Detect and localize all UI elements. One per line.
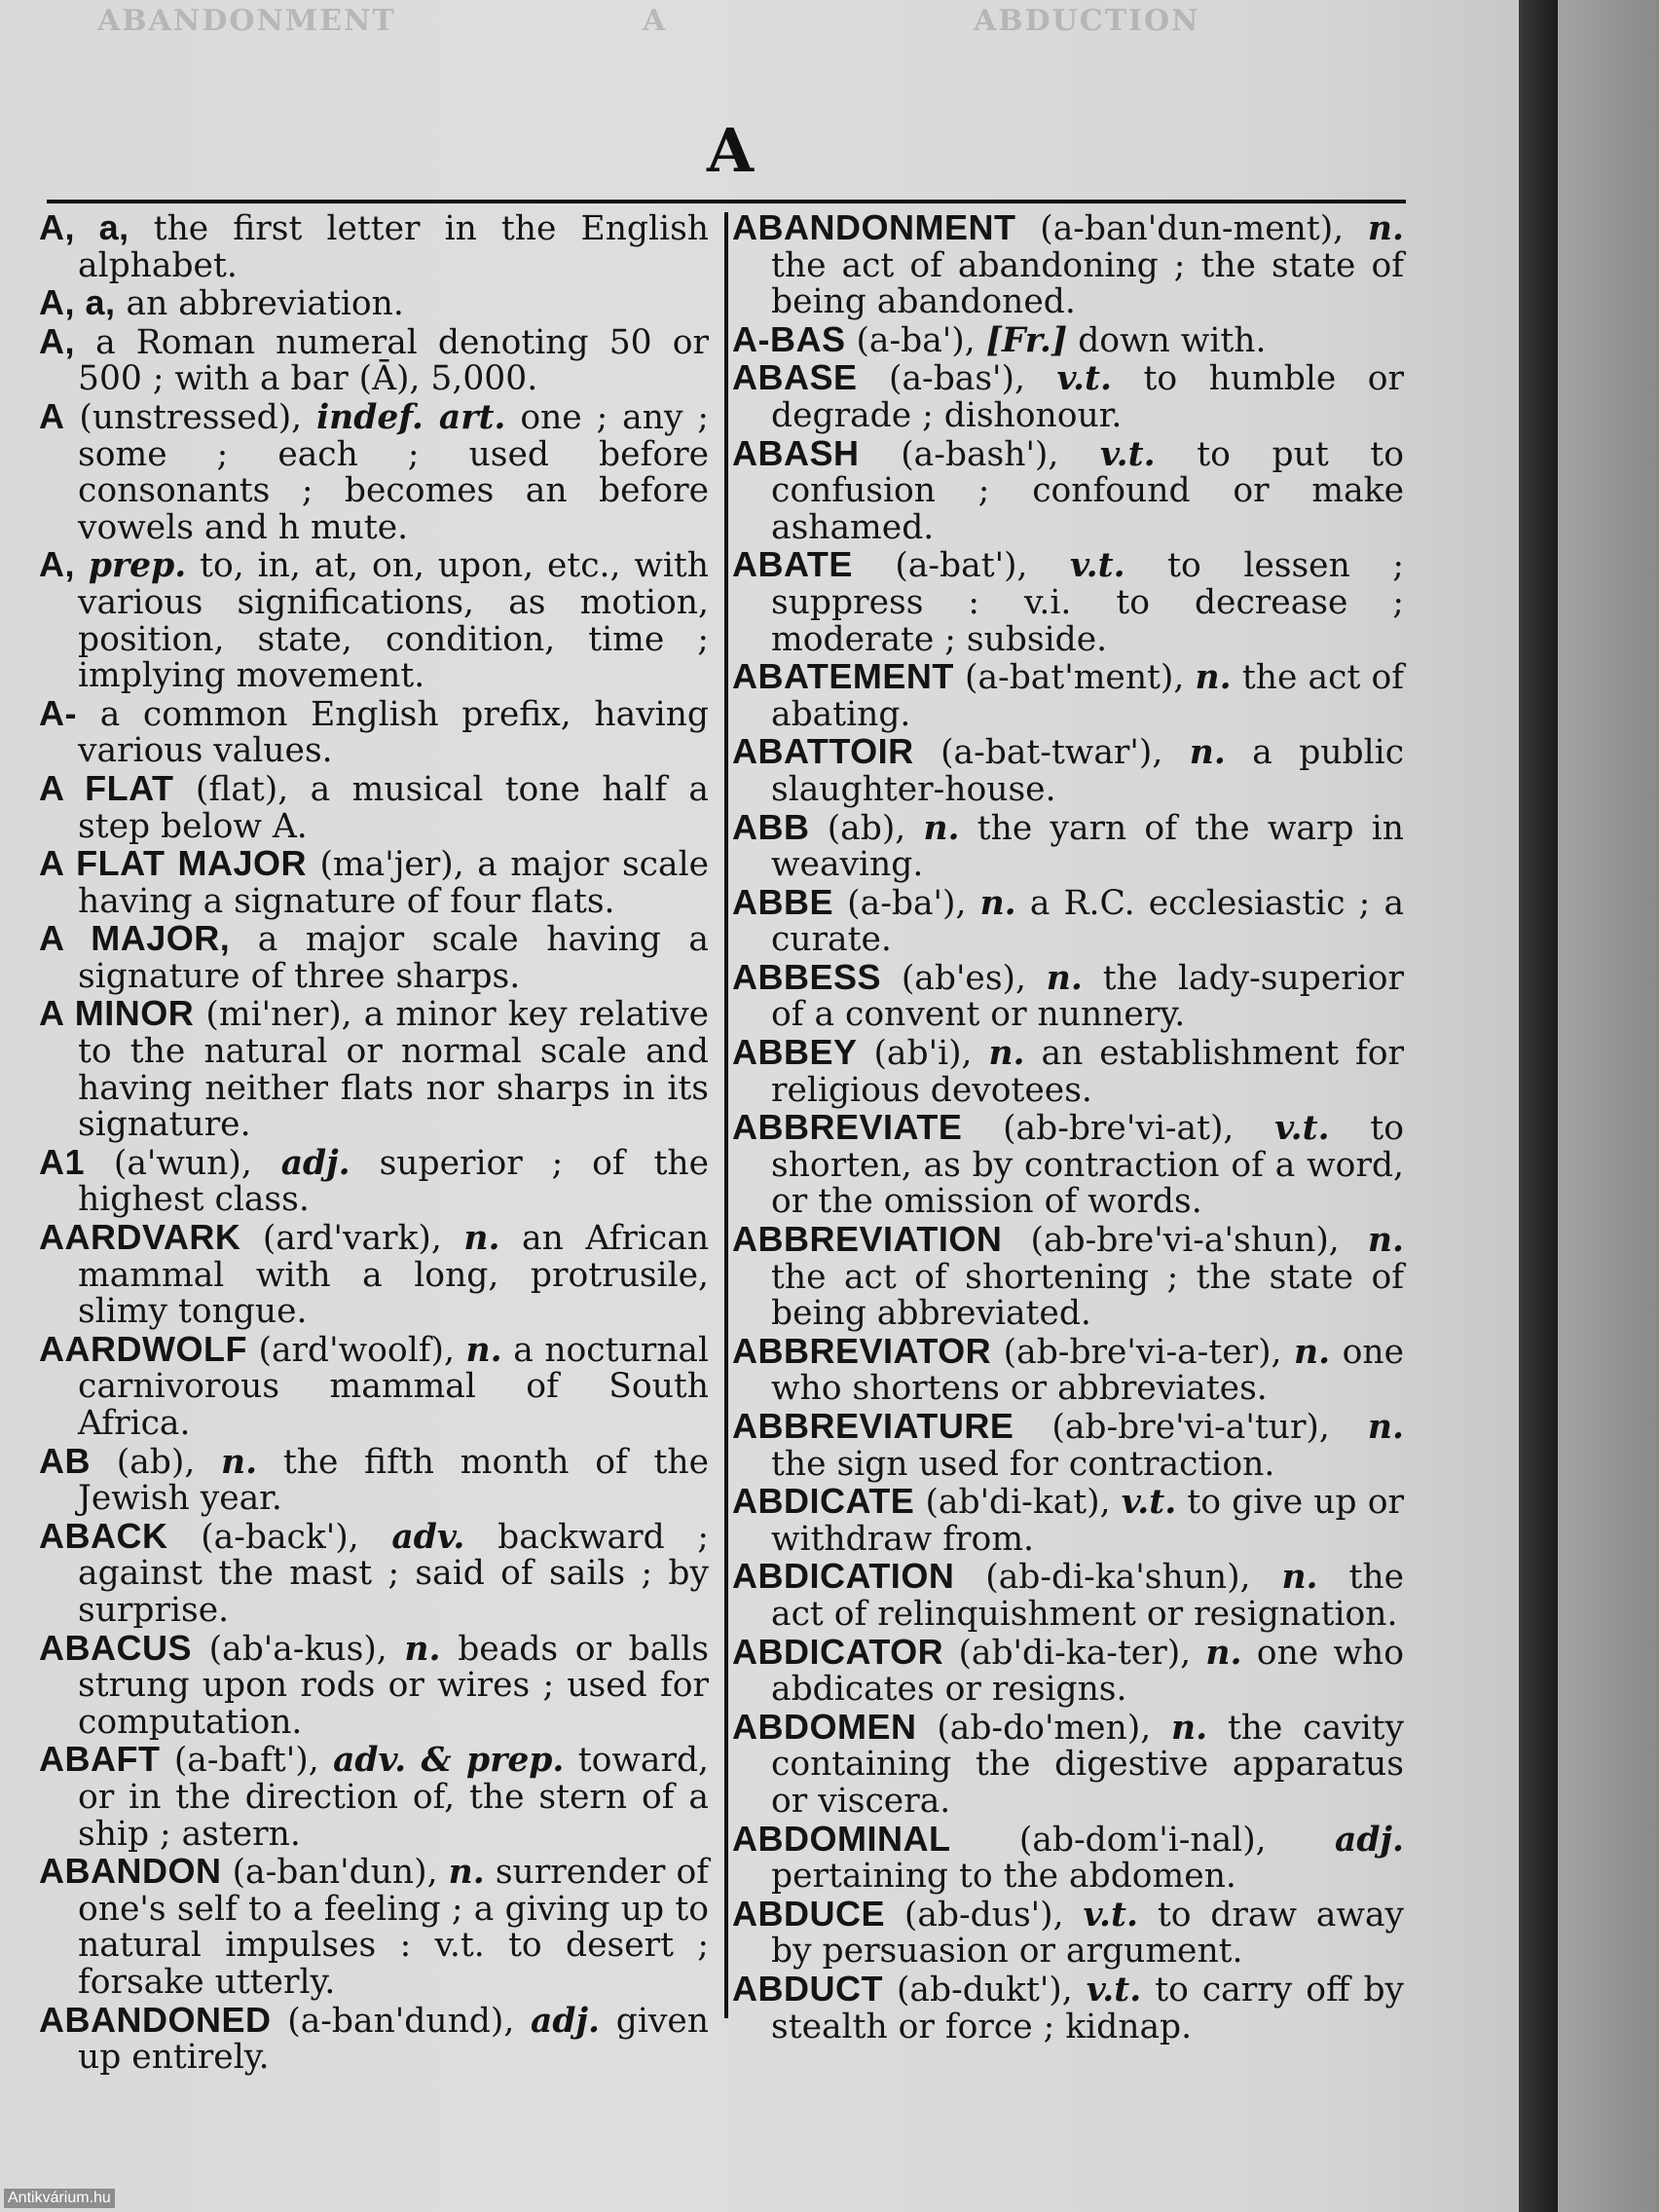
definition: a Roman numeral denoting 50 or 500 ; with a bar (Ā), 5,000. <box>78 322 709 399</box>
grammar-label: n. <box>1205 1633 1242 1673</box>
definition: to lessen ; suppress : v.i. to decrease ; moderate ; subside. <box>771 546 1404 659</box>
headword: ABB <box>732 806 810 847</box>
dictionary-entry <box>39 1328 710 1443</box>
definition: to give up or withdraw from. <box>771 1483 1404 1559</box>
pronunciation: (a-back'), <box>201 1517 359 1557</box>
grammar-label: n. <box>465 1330 502 1370</box>
definition: the act of relinquishment or resignation. <box>771 1558 1404 1634</box>
grammar-label: n. <box>1046 958 1083 998</box>
dictionary-entry <box>39 320 709 399</box>
definition: a common English prefix, having various values. <box>78 694 709 771</box>
dictionary-entry <box>39 1515 709 1630</box>
headword: ABAFT <box>39 1739 161 1780</box>
headword: ABDOMINAL <box>732 1818 951 1859</box>
pronunciation: (ab-bre'vi-a'tur), <box>1051 1408 1330 1447</box>
grammar-label: v.t. <box>1100 434 1156 474</box>
dictionary-entry <box>732 1034 1404 1109</box>
definition: the act of abating. <box>771 658 1405 734</box>
grammar-label: n. <box>1189 733 1226 773</box>
pronunciation: (ab'di-ka-ter), <box>958 1633 1192 1673</box>
dictionary-entry <box>732 733 1404 808</box>
dictionary-entry <box>39 1741 709 1853</box>
headword: ABBEY <box>732 1032 858 1073</box>
headword: A FLAT <box>39 767 174 808</box>
dictionary-entry <box>732 1968 1405 2046</box>
grammar-label: v.t. <box>1121 1483 1177 1523</box>
definition: to humble or degrade ; dishonour. <box>771 359 1405 435</box>
headword: ABASH <box>732 432 860 473</box>
headword: AB <box>39 1440 91 1481</box>
pronunciation: (flat), <box>195 769 289 809</box>
dictionary-entry <box>39 692 709 771</box>
dictionary-entry <box>732 956 1405 1035</box>
grammar-label: adj. <box>531 2001 601 2041</box>
dictionary-entry <box>39 209 709 284</box>
show-through-text: ABANDONMENT A ABDUCTION <box>97 4 1200 38</box>
grammar-label: n. <box>1294 1332 1331 1372</box>
grammar-label: n. <box>1367 1408 1404 1447</box>
definition: the yarn of the warp in weaving. <box>771 808 1405 885</box>
grammar-label: n. <box>448 1853 485 1893</box>
grammar-label: n. <box>923 808 960 848</box>
grammar-label: v.t. <box>1274 1109 1330 1149</box>
definition: beads or balls strung upon rods or wires ; used for computation. <box>78 1629 710 1742</box>
dictionary-entry <box>39 1141 710 1220</box>
definition: the cavity containing the digestive apparatus or viscera. <box>771 1708 1405 1821</box>
definition: a minor key relative to the natural or normal scale and having neither flats nor sharps in its signature. <box>78 995 710 1145</box>
grammar-label: n. <box>1367 209 1404 248</box>
definition: the sign used for contraction. <box>771 1444 1275 1484</box>
pronunciation: (ab-bre'vi-a-ter), <box>1003 1332 1282 1372</box>
dictionary-entry <box>732 318 1404 360</box>
definition: the act of abandoning ; the state of being abandoned. <box>771 245 1404 322</box>
pronunciation: (ab'a-kus), <box>208 1629 387 1669</box>
headword: ABDICATION <box>732 1556 955 1597</box>
headword: A <box>39 395 65 436</box>
definition: the act of shortening ; the state of being abbreviated. <box>771 1257 1404 1334</box>
definition: a musical tone half a step below A. <box>78 769 709 846</box>
dictionary-entry <box>732 209 1404 321</box>
definition: one who abdicates or resigns. <box>771 1633 1404 1710</box>
pronunciation: (a-baft'), <box>173 1741 319 1781</box>
dictionary-entry <box>732 1109 1404 1221</box>
dictionary-entry <box>732 1483 1404 1558</box>
headword: A, <box>39 544 75 585</box>
left-column <box>39 207 710 2078</box>
headword: A- <box>39 692 77 733</box>
pronunciation: (a-bat-twar'), <box>940 733 1163 773</box>
grammar-label: v.t. <box>1070 546 1125 586</box>
definition: down with. <box>1078 320 1267 360</box>
dictionary-entry <box>732 359 1404 434</box>
headword: A, a, <box>39 207 129 247</box>
dictionary-entry <box>39 1440 710 1519</box>
definition: the first letter in the English alphabet. <box>78 209 709 285</box>
pronunciation: (ab-bre'vi-a'shun), <box>1030 1221 1340 1261</box>
pronunciation: (a-bash'), <box>901 434 1059 474</box>
header-rule <box>47 200 1406 203</box>
definition: to shorten, as by contraction of a word, or the omission of words. <box>771 1109 1404 1222</box>
dictionary-entry <box>732 1558 1404 1633</box>
headword: ABBREVIATE <box>732 1107 963 1148</box>
headword: ABATTOIR <box>732 731 914 772</box>
pronunciation: (a-ba'), <box>847 883 967 923</box>
pronunciation: (a'wun), <box>113 1143 252 1183</box>
headword: ABACK <box>39 1515 168 1556</box>
headword: ABBREVIATION <box>732 1219 1003 1260</box>
definition: a major scale having a signature of four flats. <box>78 845 710 921</box>
definition: an abbreviation. <box>126 284 404 324</box>
definition: the lady-superior of a convent or nunnery. <box>771 958 1405 1035</box>
headword: ABBE <box>732 881 834 922</box>
pronunciation: (a-bat'ment), <box>965 658 1185 698</box>
definition: to carry off by stealth or force ; kidnap. <box>771 1970 1405 2046</box>
grammar-label: n. <box>404 1629 441 1669</box>
dictionary-entry <box>732 881 1405 960</box>
pronunciation: (ab-bre'vi-at), <box>1003 1109 1235 1149</box>
dictionary-entry <box>39 395 709 547</box>
definition: a public slaughter-house. <box>771 733 1405 809</box>
definition: toward, or in the direction of, the stern of a ship ; astern. <box>78 1741 710 1854</box>
dictionary-entry <box>732 1706 1405 1821</box>
headword: ABANDON <box>39 1851 222 1892</box>
definition: an establishment for religious devotees. <box>771 1034 1405 1110</box>
grammar-label: n. <box>1367 1221 1405 1261</box>
grammar-label: indef. art. <box>316 397 506 437</box>
definition: a nocturnal carnivorous mammal of South Africa. <box>78 1330 710 1443</box>
grammar-label: n. <box>1281 1558 1318 1598</box>
dictionary-entry <box>39 845 709 920</box>
dictionary-entry <box>732 1330 1405 1409</box>
headword: ABBREVIATOR <box>732 1330 992 1371</box>
definition: given up entirely. <box>78 2001 710 2078</box>
dictionary-entry <box>732 1408 1404 1483</box>
pronunciation: (a-ba'), <box>856 320 976 360</box>
headword: ABDOMEN <box>732 1706 917 1747</box>
headword: A, a, <box>39 282 116 323</box>
definition: a major scale having a signature of three sharps. <box>78 920 709 996</box>
dictionary-entry <box>39 1219 709 1331</box>
book-cover-edge <box>1558 0 1659 2212</box>
pronunciation: (unstressed), <box>79 397 303 437</box>
dictionary-entry <box>732 658 1404 733</box>
pronunciation: (ab'di-kat), <box>925 1483 1111 1523</box>
column-divider <box>724 212 728 2018</box>
definition: pertaining to the abdomen. <box>771 1857 1236 1897</box>
pronunciation: (a-ban'dun-ment), <box>1040 209 1345 248</box>
definition: superior ; of the highest class. <box>78 1143 710 1220</box>
headword: ABACUS <box>39 1627 193 1668</box>
grammar-label: n. <box>988 1034 1025 1074</box>
dictionary-entry <box>732 1893 1405 1972</box>
headword: ABDICATOR <box>732 1631 944 1672</box>
headword: AARDVARK <box>39 1217 241 1258</box>
headword: ABANDONED <box>39 1999 272 2040</box>
dictionary-entry <box>39 767 709 846</box>
dictionary-entry <box>39 1999 710 2078</box>
pronunciation: (ab-dom'i-nal), <box>1018 1820 1267 1860</box>
pronunciation: (ab-dus'), <box>903 1895 1064 1935</box>
grammar-label: n. <box>1195 658 1232 698</box>
dictionary-entry <box>732 1818 1405 1897</box>
pronunciation: (ard'woolf), <box>258 1330 455 1370</box>
headword: ABBESS <box>732 956 882 997</box>
grammar-label: adj. <box>280 1143 350 1183</box>
headword: ABBREVIATURE <box>732 1406 1014 1446</box>
headword: ABDICATE <box>732 1481 915 1522</box>
definition: to put to confusion ; confound or make ashamed. <box>771 434 1405 547</box>
headword: A-BAS <box>732 318 846 359</box>
headword: A MINOR <box>39 993 195 1034</box>
watermark: Antikvárium.hu <box>4 2189 115 2208</box>
headword: ABATEMENT <box>732 656 954 697</box>
headword: AARDWOLF <box>39 1328 247 1369</box>
pronunciation: (ab), <box>827 808 906 848</box>
pronunciation: (ab-do'men), <box>937 1708 1152 1748</box>
grammar-label: adv. <box>391 1517 465 1557</box>
dictionary-entry <box>39 546 709 694</box>
right-column <box>732 207 1405 2046</box>
pronunciation: (a-ban'dun), <box>232 1853 438 1893</box>
dictionary-entry <box>732 432 1405 547</box>
pronunciation: (a-ban'dund), <box>287 2001 515 2041</box>
definition: the fifth month of the Jewish year. <box>78 1442 710 1519</box>
dictionary-entry <box>39 920 709 995</box>
book-spine <box>1519 0 1558 2212</box>
definition: surrender of one's self to a feeling ; a giving up to natural impulses : v.t. to desert ; forsake utterly. <box>78 1853 709 2002</box>
definition: an African mammal with a long, protrusile, slimy tongue. <box>78 1219 710 1332</box>
pronunciation: (a-bat'), <box>895 546 1028 586</box>
pronunciation: (ab), <box>116 1442 196 1482</box>
dictionary-entry <box>39 1627 710 1742</box>
headword: ABATE <box>732 544 853 585</box>
headword: ABDUCE <box>732 1893 886 1934</box>
definition: one ; any ; some ; each ; used before consonants ; becomes an before vowels and h mute. <box>78 397 709 547</box>
grammar-label: adj. <box>1335 1820 1405 1860</box>
headword: A MAJOR, <box>39 918 231 959</box>
headword: A FLAT MAJOR <box>39 843 307 884</box>
pronunciation: (ab-dukt'), <box>896 1970 1073 2009</box>
grammar-label: n. <box>463 1219 500 1259</box>
definition: one who shortens or abbreviates. <box>771 1332 1405 1409</box>
pronunciation: (ma'jer), <box>319 845 464 885</box>
grammar-label: [Fr.] <box>985 320 1068 360</box>
definition: to, in, at, on, upon, etc., with various significations, as motion, position, state, condition, time ; implying movement. <box>78 546 709 696</box>
headword: ABANDONMENT <box>732 207 1016 247</box>
grammar-label: n. <box>979 883 1016 923</box>
dictionary-entry <box>39 995 709 1143</box>
grammar-label: adv. & prep. <box>333 1741 565 1781</box>
headword: A, <box>39 320 75 361</box>
dictionary-entry <box>39 284 709 323</box>
headword: ABASE <box>732 357 858 398</box>
pronunciation: (ab-di-ka'shun), <box>985 1558 1251 1598</box>
section-letter: A <box>706 115 755 186</box>
pronunciation: (ab'es), <box>901 958 1026 998</box>
pronunciation: (a-bas'), <box>889 359 1025 399</box>
grammar-label: v.t. <box>1056 359 1113 399</box>
dictionary-entry <box>39 1853 709 2001</box>
dictionary-entry <box>732 1221 1404 1333</box>
pronunciation: (mi'ner), <box>205 995 352 1035</box>
grammar-label: v.t. <box>1086 1970 1142 2009</box>
headword: ABDUCT <box>732 1968 883 2009</box>
pronunciation: (ard'vark), <box>262 1219 442 1259</box>
pronunciation: (ab'i), <box>873 1034 973 1074</box>
dictionary-entry <box>732 806 1405 885</box>
dictionary-entry <box>732 1631 1404 1710</box>
dictionary-entry <box>732 546 1404 658</box>
grammar-label: n. <box>1171 1708 1208 1748</box>
grammar-label: v.t. <box>1083 1895 1138 1935</box>
grammar-label: prep. <box>88 546 187 586</box>
definition: a R.C. ecclesiastic ; a curate. <box>771 883 1405 960</box>
definition: backward ; against the mast ; said of sails ; by surprise. <box>78 1517 709 1630</box>
headword: A1 <box>39 1141 86 1182</box>
grammar-label: n. <box>221 1442 258 1482</box>
definition: to draw away by persuasion or argument. <box>771 1895 1405 1972</box>
